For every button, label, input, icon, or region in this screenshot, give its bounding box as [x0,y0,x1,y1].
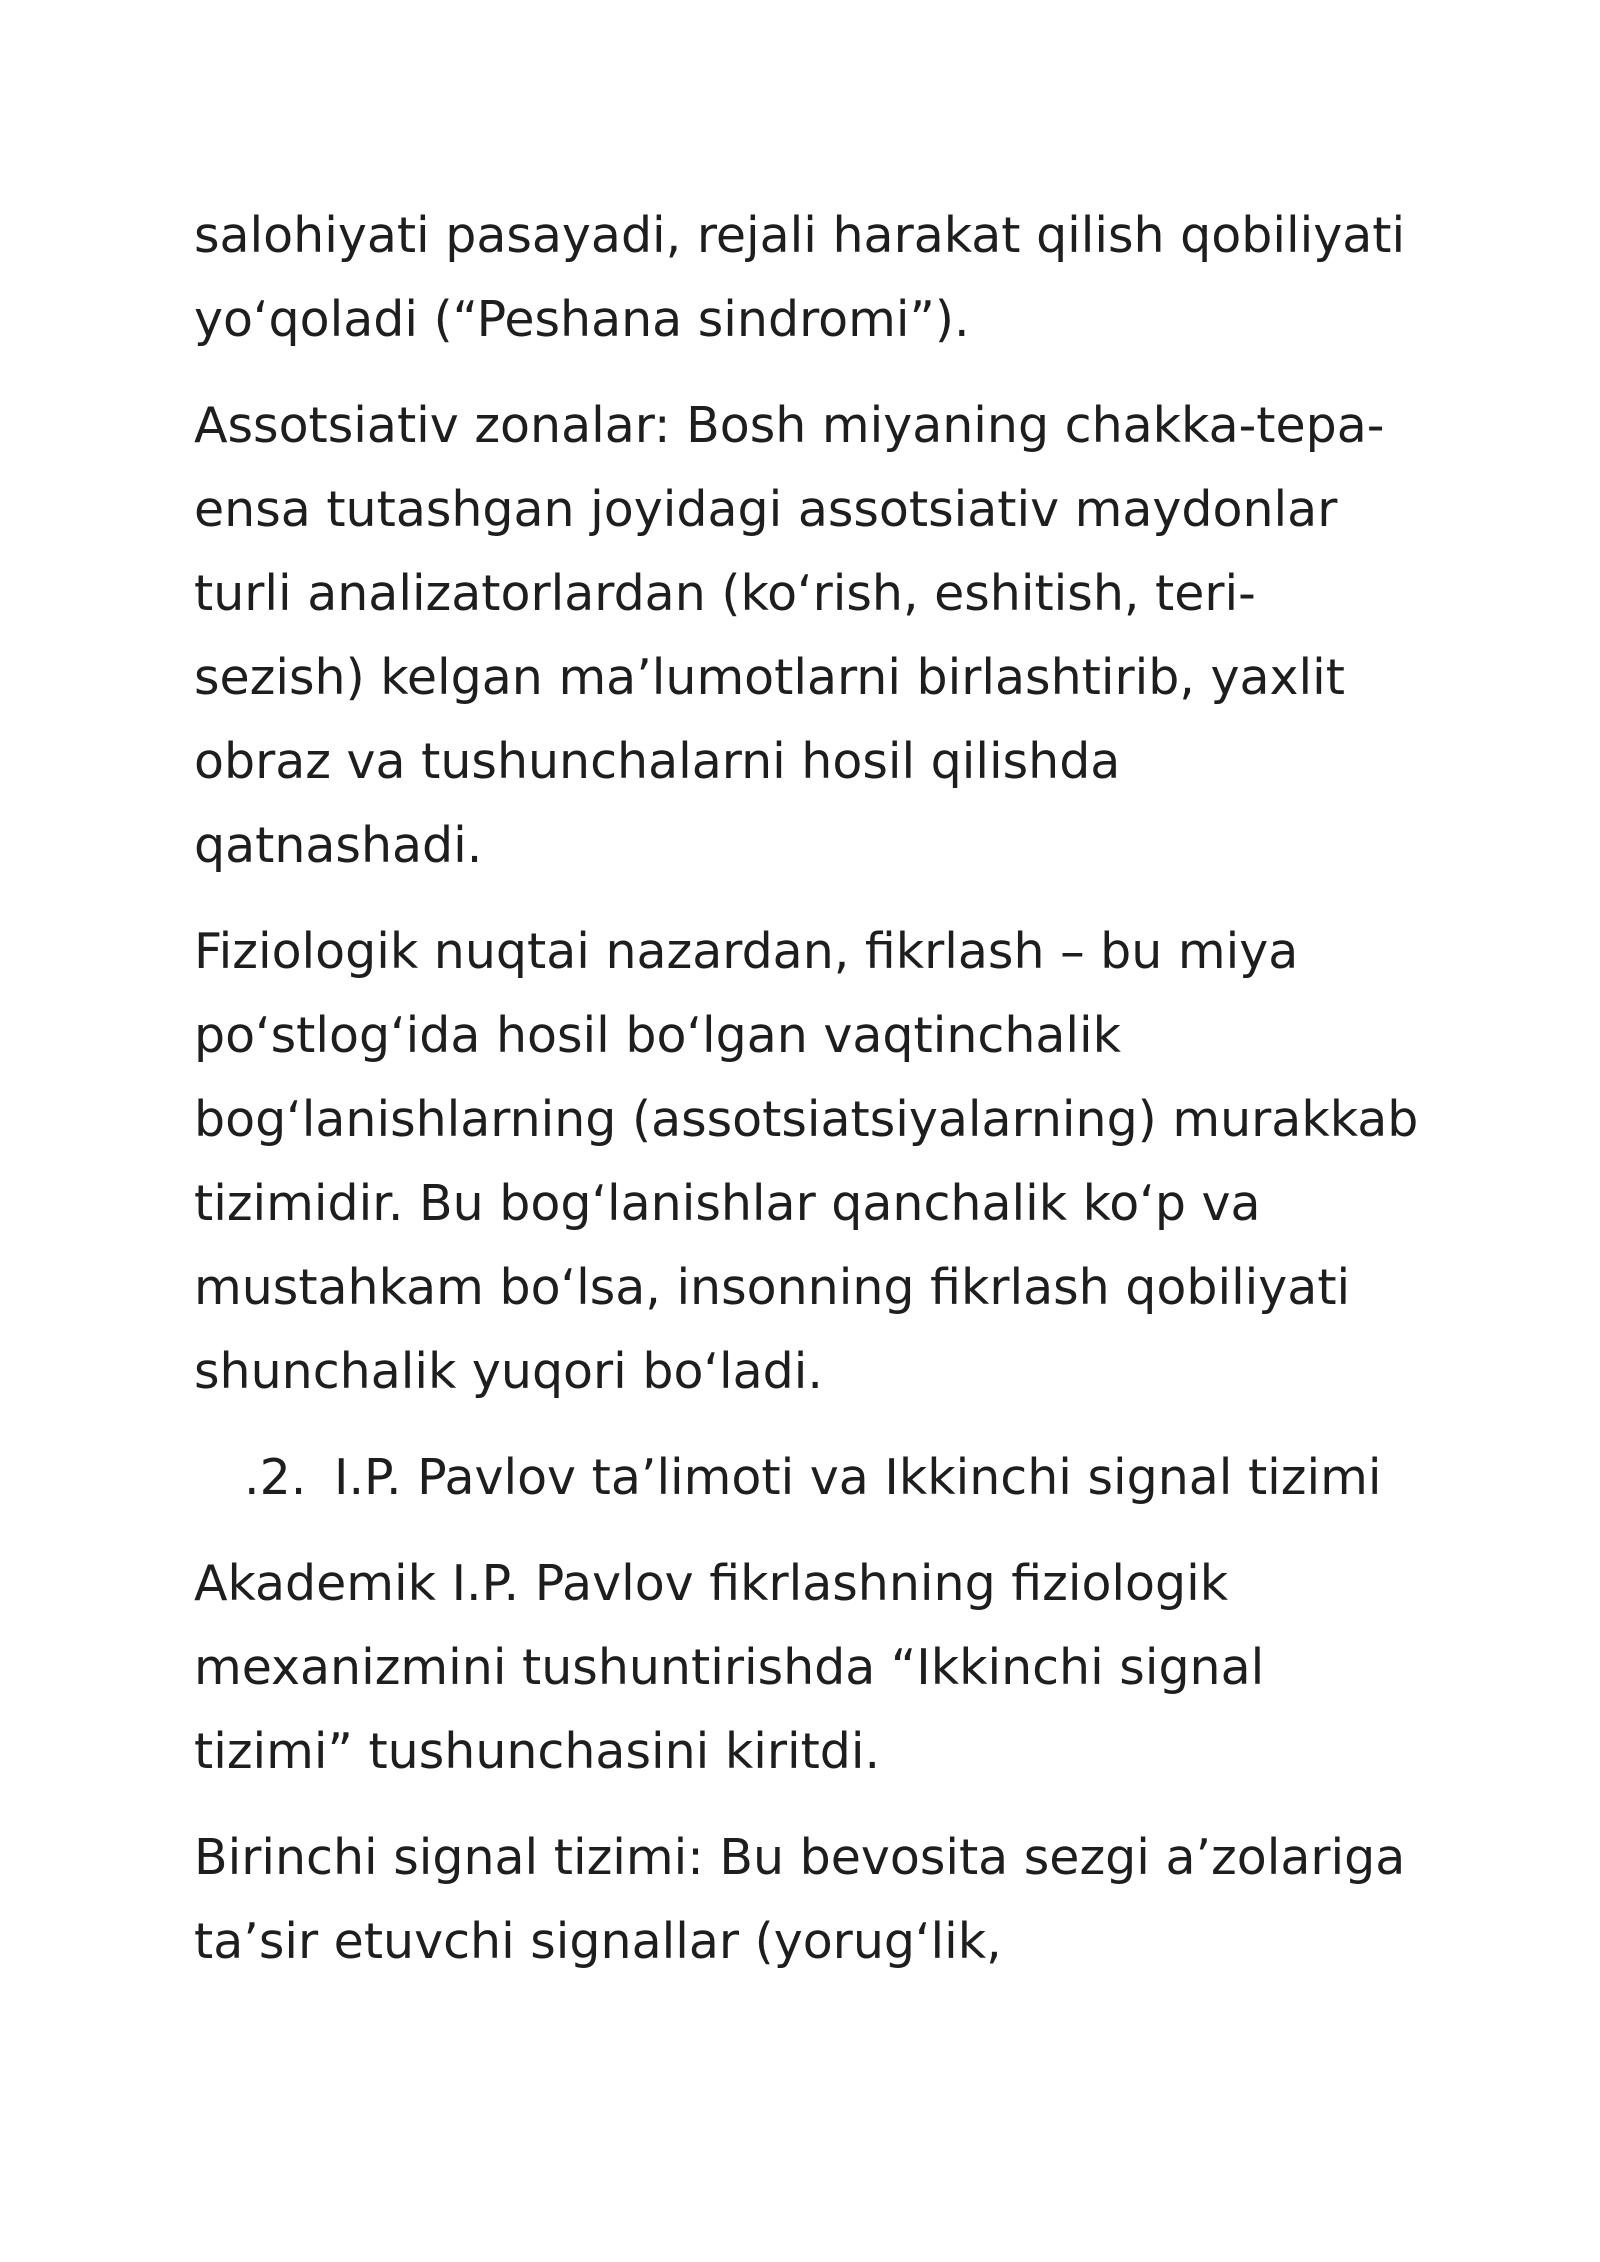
paragraph-pavlov-intro: Akademik I.P. Pavlov fikrlashning fiziologik mexanizmini tushuntirishda “Ikkinchi signal tizimi” tushunchasini kiritdi. [194,1555,1265,1780]
paragraph-first-signal-system: Birinchi signal tizimi: Bu bevosita sezgi a’zolariga ta’sir etuvchi signallar (yorug‘lik, [194,1829,1406,1970]
section-number: .2. [244,1449,307,1506]
page-body [194,194,1424,1984]
section-title: I.P. Pavlov ta’limoti va Ikkinchi signal tizimi [334,1449,1382,1506]
section-heading [194,1436,1424,1520]
paragraph-frontal-syndrome: salohiyati pasayadi, rejali harakat qilish qobiliyati yo‘qoladi (“Peshana sindromi”). [194,207,1406,348]
paragraph-associative-zones: Assotsiativ zonalar: Bosh miyaning chakka-tepa-ensa tutashgan joyidagi assotsiativ maydonlar turli analizatorlardan (ko‘rish, eshitish, teri-sezish) kelgan ma’lumotlarni birlashtirib, yaxlit obraz va tushunchalarni hosil qilishda qatnashadi. [194,397,1385,874]
paragraph-physiological-view: Fiziologik nuqtai nazardan, fikrlash – bu miya po‘stlog‘ida hosil bo‘lgan vaqtinchalik bog‘lanishlarning (assotsiatsiyalarning) murakkab tizimidir. Bu bog‘lanishlar qanchalik ko‘p va mustahkam bo‘lsa, insonning fikrlash qobiliyati shunchalik yuqori bo‘ladi. [194,923,1419,1400]
